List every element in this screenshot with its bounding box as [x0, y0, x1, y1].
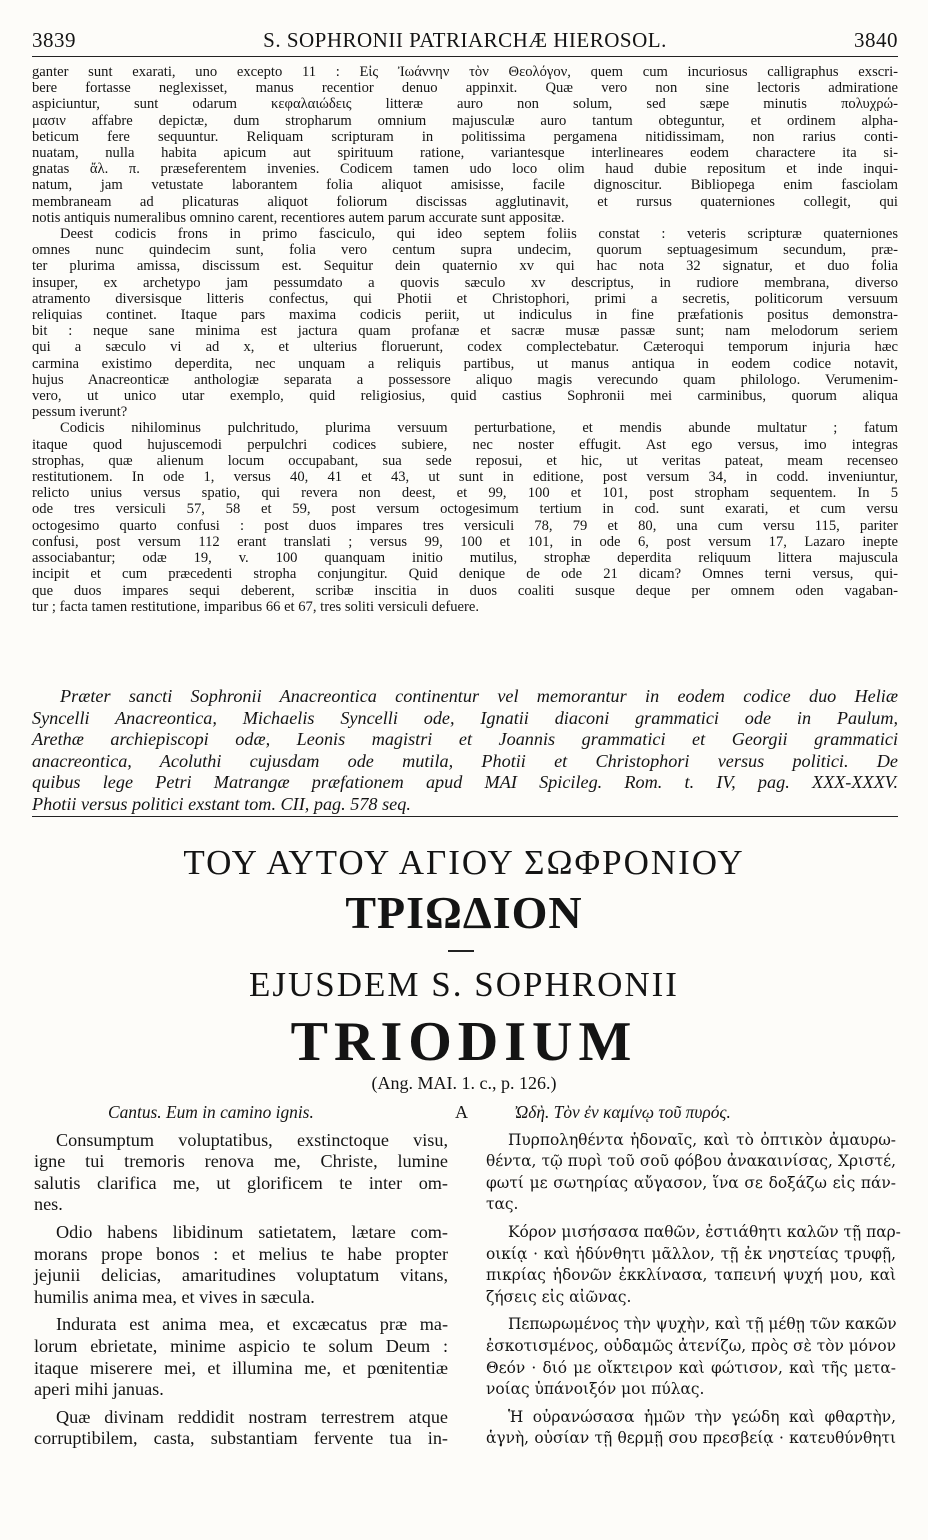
- verse-line: ζήσεις εἰς αἰῶνας.: [486, 1287, 632, 1306]
- page-number-left: 3839: [32, 28, 76, 52]
- page-number-right: 3840: [854, 28, 898, 52]
- text-line: notis antiquis numeralibus omnino carent, recentiores autem parum accurate sunt appositæ.: [32, 209, 565, 226]
- ode-letter: A: [455, 1102, 468, 1122]
- stanza: [486, 1130, 896, 1216]
- verse-line: οικίᾳ · καὶ ἡδύνθητι μᾶλλον, τῇ ἐκ νηστείας τρυφῇ,: [486, 1244, 896, 1263]
- stanza: [486, 1314, 896, 1400]
- text-line: atramento diversisque litteris confectus, qui Photii et Christophori, primi a secretis, politicorum versuum: [32, 290, 898, 307]
- latin-title: TRIODIUM: [290, 1011, 638, 1073]
- text-line: qui a sæculo vi ad x, et ulterius floruerunt, codex complectebatur. Cæteroqui temporum injuria hæc: [32, 339, 898, 356]
- verse-line: jejunii delicias, amaritudines voluptatum vitans,: [34, 1265, 448, 1286]
- text-line: Arethæ archiepiscopi odæ, Leonis magistri et Joannis grammatici et Georgii grammatici: [32, 729, 898, 750]
- text-line: Photii versus politici exstant tom. CII, pag. 578 seq.: [32, 793, 411, 814]
- latin-ode-heading: Cantus. Eum in camino ignis.: [108, 1102, 314, 1122]
- verse-line: Ἡ οὐρανώσασα ἡμῶν τὴν γεώδη καὶ φθαρτὴν,: [508, 1407, 896, 1426]
- verse-line: νοίας ὑπάνοιξόν μοι πύλας.: [486, 1380, 705, 1399]
- verse-line: humilis anima mea, et vives in sæcula.: [34, 1286, 315, 1307]
- text-line: vero, ut unico utar exemplo, quid religiosius, quid castius Sophronii mei carminibus, quorum aliqua: [32, 388, 898, 405]
- greek-heading: ΤΟΥ ΑΥΤΟΥ ΑΓΙΟΥ ΣΩΦΡΟΝΙΟΥ: [183, 843, 745, 882]
- greek-column: [486, 1102, 901, 1456]
- text-line: tur ; facta tamen restitutione, imparibus 66 et 67, tres soliti versiculi defuere.: [32, 598, 480, 615]
- latin-heading: EJUSDEM S. SOPHRONII: [249, 965, 679, 1004]
- stanza: [34, 1222, 448, 1308]
- stanza: [34, 1407, 448, 1450]
- verse-line: morans prope bonos : et melius te habe propter: [34, 1243, 448, 1264]
- verse-line: πικρίας ἡδονῶν ἐκκλίνασα, ταπεινή ψυχή μου, καὶ: [486, 1266, 896, 1285]
- text-line: confusi, post versum 112 erant translati ; versus 99, 100 et 101, in ode 6, post versum 17, Lazaro inepte: [32, 533, 898, 550]
- greek-stanzas: [486, 1130, 901, 1450]
- verse-line: Consumptum voluptatibus, exstinctoque visu,: [56, 1129, 448, 1150]
- verse-line: Indurata est anima mea, et excæcatus præ ma-: [56, 1314, 448, 1335]
- text-line: carmina existimo deperdita, nec unquam a reliquis partibus, ut manus antiqua in eodem codice notavit,: [32, 355, 898, 372]
- verse-line: igne tui tremoris renova me, Christe, lumine: [34, 1151, 448, 1172]
- text-line: gnatas ἄλ. π. præseferentem invenies. Codicem tamen udo loco olim haud dubie repositum et inde inqui-: [32, 161, 898, 178]
- verse-line: Θεόν · διό με οἴκτειρον καὶ φώτισον, καὶ τῆς μετα-: [486, 1358, 896, 1377]
- text-line: Deest codicis frons in primo fasciculo, qui ideo septem foliis constat : veteris scripturæ quaterniones: [60, 226, 898, 243]
- intro-paragraph-1: [32, 64, 898, 226]
- verse-line: nes.: [34, 1194, 63, 1215]
- text-line: anacreontica, Acoluthi cujusdam ode mutila, Photii et Christophori versus politici. De: [32, 750, 898, 771]
- intro-paragraph-2: [32, 226, 898, 420]
- text-line: μασιν affabre depictæ, dum stropharum omnium majusculæ auro tantum obteguntur, et ordinem alpha-: [32, 112, 898, 129]
- verse-line: Odio habens libidinum satietatem, lætare com-: [56, 1221, 448, 1242]
- verse-line: Κόρον μισήσασα παθῶν, ἐστιάθητι καλῶν τῇ παρ-: [508, 1222, 901, 1241]
- intro-paragraph-3: [32, 420, 898, 614]
- text-line: natum, jam vetustate laborantem folia aliquot amisisse, facile dignoscitur. Bibliopega enim fasciolam: [32, 177, 898, 194]
- short-rule: [448, 950, 474, 952]
- verse-line: Πυρποληθέντα ἡδοναῖς, καὶ τὸ ὀπτικὸν ἀμαυρω-: [508, 1130, 896, 1149]
- verse-line: τας.: [486, 1195, 519, 1214]
- text-line: aspiciuntur, sunt odarum κεφαλαιώδεις litteræ auro non solum, sed sæpe minutis πολυχρώ-: [32, 96, 898, 113]
- text-line: nuatam, nulla habita apicum aut spirituum ratione, variantesque interlineares eodem charactere ita si-: [32, 145, 898, 162]
- text-line: omnes nunc quindecim sunt, folia vero centum supra undecim, quorum septuagesimum secundum, præ-: [32, 242, 898, 259]
- text-line: octogesimo quarto confusi : post duos impares tres versiculi 78, 79 et 80, una cum versu 115, pariter: [32, 517, 898, 534]
- stanza: [34, 1314, 448, 1400]
- verse-line: φωτί με σωτηρίας αὔγασον, ἵνα σε δοξάζω εἰς πάν-: [486, 1173, 896, 1192]
- text-line: ganter sunt exarati, uno excepto 11 : Εἰς Ἰωάννην τὸν Θεολόγον, quem cum incuriosus calligraphus exscri-: [32, 64, 898, 80]
- text-line: quibus lege Petri Matrangæ præfationem apud MAI Spicileg. Rom. t. IV, pag. XXX-XXXV.: [32, 772, 898, 793]
- text-line: pessum iverunt?: [32, 404, 128, 421]
- text-line: membraneam ad plicaturas aliquot foliorum discissas agglutinavit, et rursus quaterniones collegit, qui: [32, 193, 898, 210]
- greek-ode-heading: Ὠδὴ. Τὸν ἐν καμίνῳ τοῦ πυρός.: [514, 1102, 731, 1122]
- text-line: Præter sancti Sophronii Anacreontica continentur vel memorantur in eodem codice duo Heliæ: [60, 686, 898, 706]
- stanza: [486, 1222, 901, 1308]
- text-line: ode tres versiculi 57, 58 et 59, post versum octogesimum tertium in cod. sunt exarati, et cum versu: [32, 501, 898, 518]
- text-line: que duos impares sequi deberent, scribæ inscitia in duos coaliti susque deque per omnem oden vagaban-: [32, 582, 898, 599]
- text-line: Syncelli Anacreontica, Michaelis Syncelli ode, Ignatii diaconi grammatici ode in Paulum,: [32, 707, 898, 728]
- intro-text: [32, 64, 898, 615]
- verse-line: Πεπωρωμένος τὴν ψυχὴν, καὶ τῇ μέθῃ τῶν κακῶν: [508, 1315, 897, 1334]
- text-line: ter plurima amissa, discissum est. Sequitur dein quaternio xv qui hac nota 32 signatur, et duo folia: [32, 258, 898, 275]
- running-head-title: S. SOPHRONII PATRIARCHÆ HIEROSOL.: [263, 28, 667, 52]
- text-line: strophas, quæ alienum locum occupabant, sua sede reposui, et hic, ut veritas pateat, meam recenseo: [32, 452, 898, 469]
- stanza: [486, 1407, 896, 1450]
- verse-line: ἐσκοτισμένος, οὐδαμῶς ἀτενίζω, πρὸς σὲ τὸν μόνον: [486, 1336, 896, 1355]
- verse-line: ἁγνὴ, οὐσίαν τῇ θερμῇ σου πρεσβείᾳ · κατευθύνθητι: [486, 1429, 896, 1448]
- text-line: bit : neque sane minima est jactura quam profanæ et sacræ musæ passæ sunt; nam melodorum seriem: [32, 323, 898, 340]
- running-head: [32, 28, 898, 57]
- verse-line: lorum ebrietate, minime aspicio te solum Deum :: [34, 1335, 448, 1356]
- text-line: relicto unius versus spatio, qui revera non deest, et 99, 100 et 101, post stropham sequentem. In 5: [32, 485, 898, 502]
- italic-note: [32, 686, 898, 816]
- verse-line: salutis clarifica me, ut glorificem te inter om-: [34, 1172, 448, 1193]
- text-line: incipit et cum præcedenti stropha conjungitur. Quid denique de ode 21 dicam? Omnes terni versus, qui-: [32, 566, 898, 583]
- latin-column: [34, 1102, 448, 1456]
- latin-stanzas: [34, 1130, 448, 1450]
- text-line: insuper, ex archetypo jam pessumdato a quovis sæculo xv descriptus, in rudiore membrana, diverso: [32, 274, 898, 291]
- text-line: associabantur; odæ 19, v. 100 quanquam initio mutilus, strophæ deperdita reliquum littera majuscula: [32, 550, 898, 567]
- text-line: hujus Anacreonticæ anthologiæ separata a possessore aliquo magis verecundo quam philologo. Verumenim-: [32, 371, 898, 388]
- section-divider: [32, 816, 898, 817]
- text-line: itaque quod hujuscemodi perpulchri codices subiere, nec noster effugit. Ast ego versus, imo integras: [32, 436, 898, 453]
- text-line: reliquias continet. Itaque pars maxima codicis periit, ut indiculus in fine præfationis positus demonstra-: [32, 307, 898, 324]
- verse-line: Quæ divinam reddidit nostram terrestrem atque: [56, 1406, 448, 1427]
- source-note: (Ang. MAI. 1. c., p. 126.): [371, 1073, 557, 1093]
- text-line: bere fortasse neglexisset, manus recentior denuo appinxit. Quæ vero non sine lectoris admiratione: [32, 80, 898, 97]
- verse-line: aperi mihi januas.: [34, 1379, 164, 1400]
- stanza: [34, 1130, 448, 1216]
- text-line: restitutionem. In ode 1, versus 40, 41 et 43, ut sunt in editione, post versum 34, in codd. inveniuntur,: [32, 469, 898, 486]
- text-line: Codicis nihilominus pulchritudo, plurima versuum perturbatione, et mendis abunde multatur ; fatum: [60, 420, 898, 437]
- text-line: beticum fere sequuntur. Reliquam scripturam in politissima pergamena nitidissimam, non rarius conti-: [32, 128, 898, 145]
- verse-line: θέντα, τῷ πυρὶ τοῦ σοῦ φόβου ἀνακαινίσας, Χριστέ,: [486, 1152, 896, 1171]
- verse-line: itaque miserere mei, et illumina me, et pœnitentiæ: [34, 1357, 448, 1378]
- verse-line: corruptibilem, casta, substantiam fervente tua in-: [34, 1428, 448, 1449]
- greek-title: ΤΡΙΩΔΙΟΝ: [345, 887, 583, 938]
